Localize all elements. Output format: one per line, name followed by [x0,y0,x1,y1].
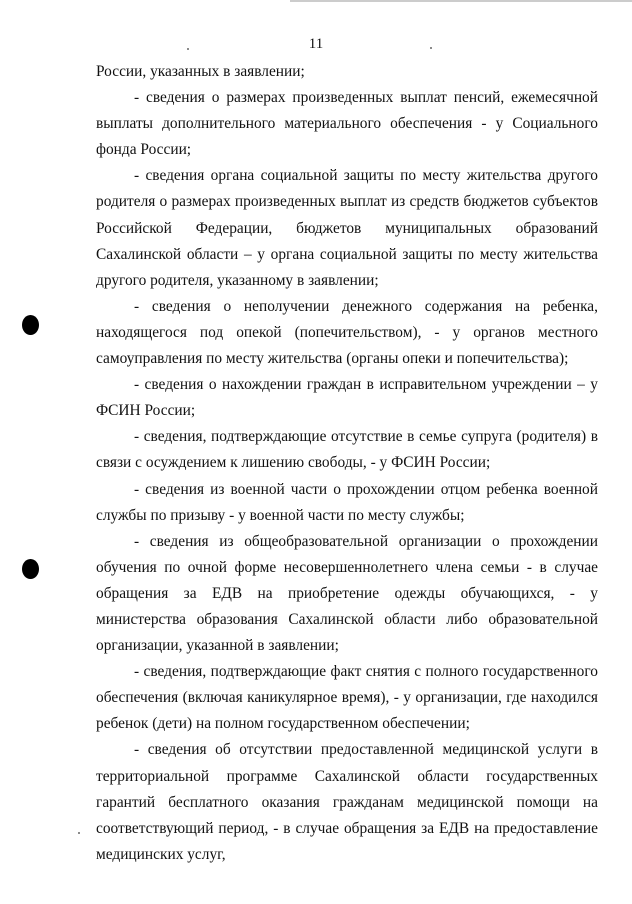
paragraph: - сведения о размерах произведенных выплат пенсий, ежемесячной выплаты дополнительного материального обеспечения - у Социального фонда России; [96,89,598,159]
paragraph: - сведения из военной части о прохождении отцом ребенка военной службы по призыву - у военной части по месту службы; [96,480,598,524]
paragraph: - сведения об отсутствии предоставленной медицинской услуги в территориальной программе Сахалинской области государственных гарантий бесплатного оказания гражданам медицинской помощи на соответствующий период, - в случае обращения за ЕДВ на предоставление медицинских услуг, [96,741,598,863]
page-number: 11 [308,36,324,52]
paragraph: - сведения органа социальной защиты по месту жительства другого родителя о размерах произведенных выплат из средств бюджетов субъектов Российской Федерации, бюджетов муниципальных образований Сахалинской области – у органа социальной защиты по месту жительства другого родителя, указанному в заявлении; [96,167,598,289]
scan-edge-line [0,0,632,2]
paragraph: России, указанных в заявлении; [96,63,305,80]
paragraph: - сведения, подтверждающие отсутствие в семье супруга (родителя) в связи с осуждением к лишению свободы, - у ФСИН России; [96,428,598,472]
punch-hole [22,315,39,335]
paragraph: - сведения, подтверждающие факт снятия с полного государственного обеспечения (включая каникулярное время), - у организации, где находился ребенок (дети) на полном государственном обеспечении; [96,663,598,733]
paragraph: - сведения из общеобразовательной организации о прохождении обучения по очной форме несовершеннолетнего члена семьи - в случае обращения за ЕДВ на приобретение одежды обучающихся, - у министерства образования Сахалинской области либо образовательной организации, указанной в заявлении; [96,532,598,655]
scan-speck [78,832,80,834]
document-body [96,59,598,868]
punch-hole [22,559,39,579]
paragraph: - сведения о нахождении граждан в исправительном учреждении – у ФСИН России; [96,376,598,420]
paragraph: - сведения о неполучении денежного содержания на ребенка, находящегося под опекой (попечительством), - у органов местного самоуправления по месту жительства (органы опеки и попечительства); [96,297,598,368]
